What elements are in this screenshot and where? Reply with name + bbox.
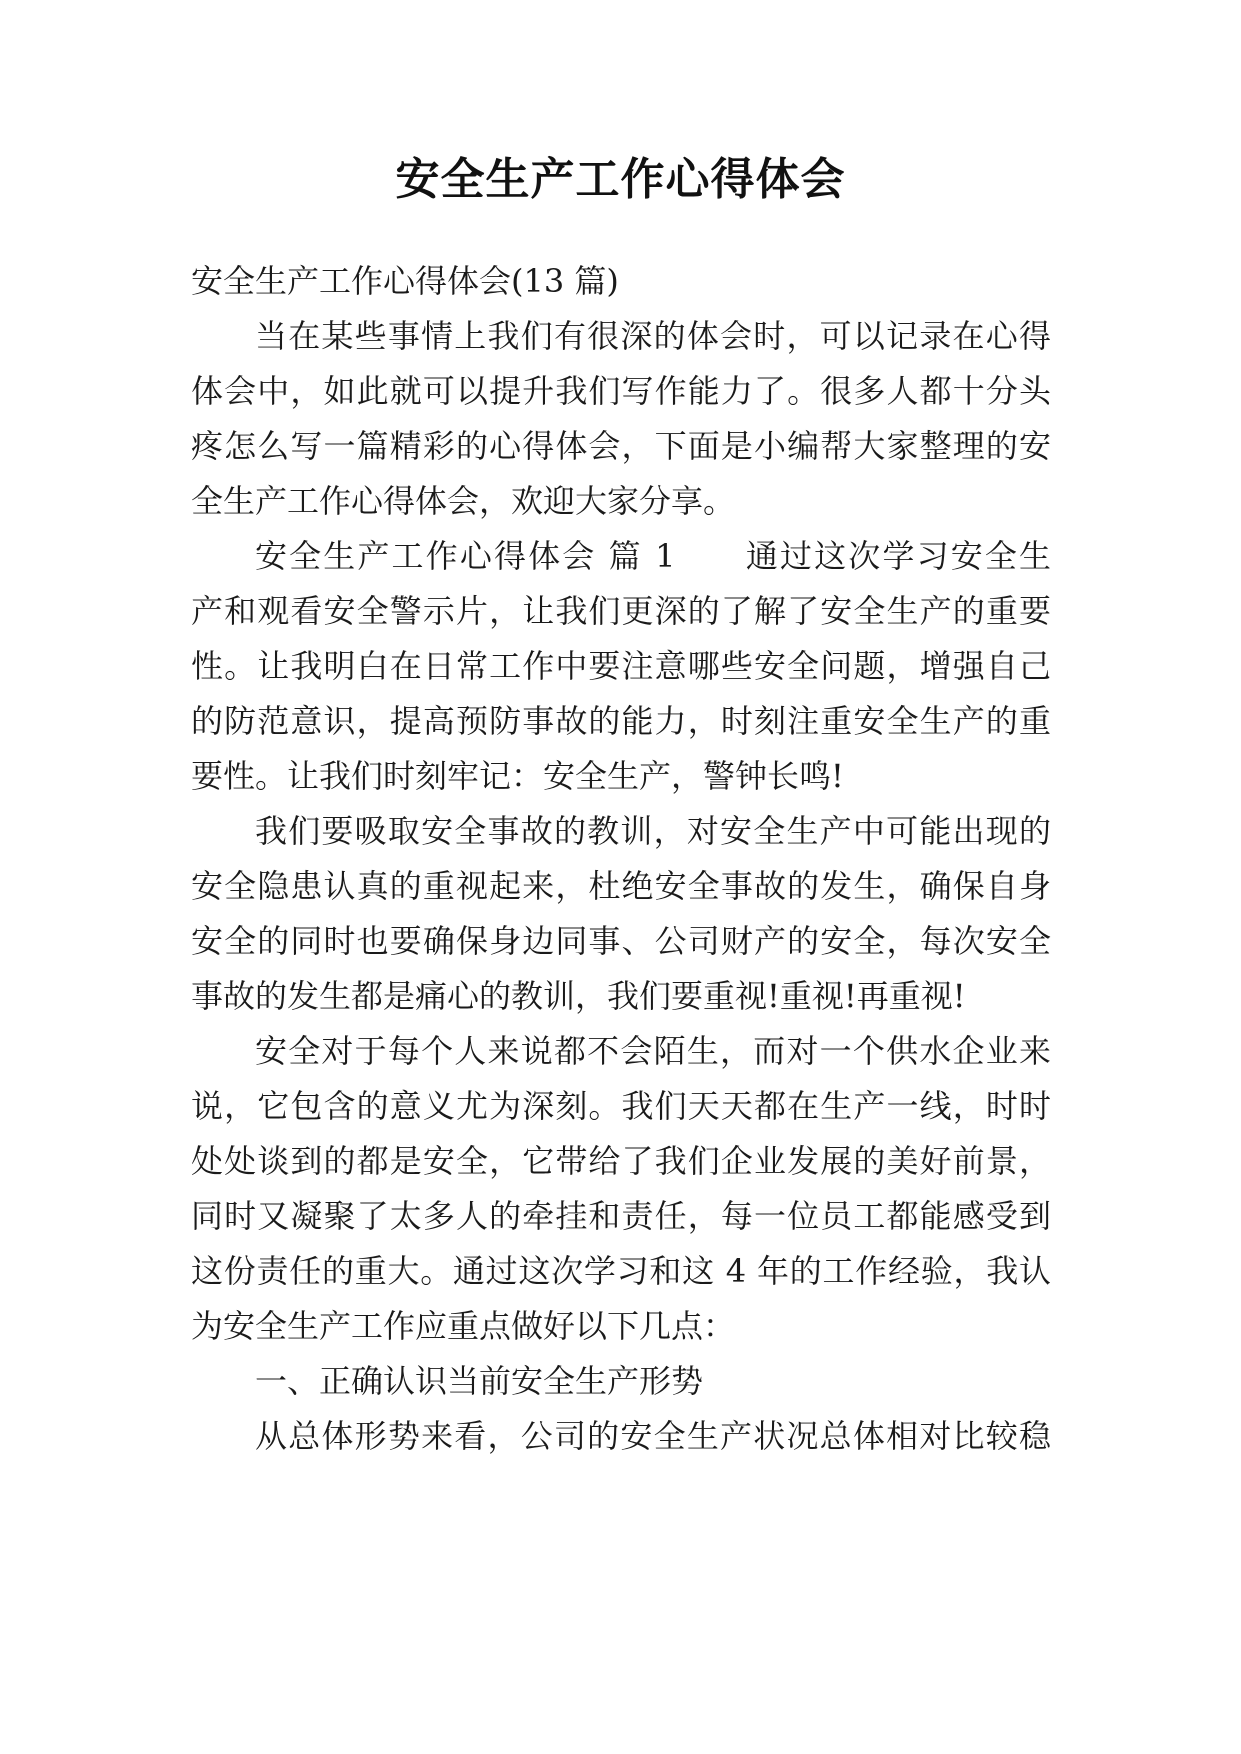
paragraph-line: 性。让我明白在日常工作中要注意哪些安全问题，增强自己 xyxy=(191,647,1051,685)
paragraph-line: 处处谈到的都是安全，它带给了我们企业发展的美好前景， xyxy=(191,1142,1051,1180)
paragraph-line: 我们要吸取安全事故的教训，对安全生产中可能出现的 xyxy=(255,812,1051,850)
subtitle-line: 安全生产工作心得体会(13 篇) xyxy=(191,262,619,300)
document-title: 安全生产工作心得体会 xyxy=(395,154,846,205)
paragraph-line: 安全对于每个人来说都不会陌生，而对一个供水企业来 xyxy=(255,1032,1051,1070)
paragraph-line: 同时又凝聚了太多人的牵挂和责任，每一位员工都能感受到 xyxy=(191,1197,1051,1235)
paragraph-line: 要性。让我们时刻牢记：安全生产，警钟长鸣! xyxy=(191,757,844,795)
paragraph-line: 的防范意识，提高预防事故的能力，时刻注重安全生产的重 xyxy=(191,702,1051,740)
paragraph-line: 当在某些事情上我们有很深的体会时，可以记录在心得 xyxy=(255,317,1051,355)
paragraph-line: 体会中，如此就可以提升我们写作能力了。很多人都十分头 xyxy=(191,372,1051,410)
paragraph-line: 安全隐患认真的重视起来，杜绝安全事故的发生，确保自身 xyxy=(191,867,1051,905)
paragraph-line: 这份责任的重大。通过这次学习和这 4 年的工作经验，我认 xyxy=(191,1252,1051,1290)
paragraph-line: 从总体形势来看，公司的安全生产状况总体相对比较稳 xyxy=(255,1417,1051,1455)
paragraph-line: 产和观看安全警示片，让我们更深的了解了安全生产的重要 xyxy=(191,592,1051,630)
paragraph-line: 事故的发生都是痛心的教训，我们要重视!重视!再重视! xyxy=(191,977,966,1015)
paragraph-line: 安全生产工作心得体会 篇 1 通过这次学习安全生 xyxy=(255,537,1051,575)
paragraph-line: 疼怎么写一篇精彩的心得体会，下面是小编帮大家整理的安 xyxy=(191,427,1051,465)
section-heading: 一、正确认识当前安全生产形势 xyxy=(255,1362,704,1400)
paragraph-line: 说，它包含的意义尤为深刻。我们天天都在生产一线，时时 xyxy=(191,1087,1051,1125)
paragraph-line: 安全的同时也要确保身边同事、公司财产的安全，每次安全 xyxy=(191,922,1051,960)
paragraph-line: 全生产工作心得体会，欢迎大家分享。 xyxy=(191,482,736,520)
paragraph-line: 为安全生产工作应重点做好以下几点： xyxy=(191,1307,736,1345)
